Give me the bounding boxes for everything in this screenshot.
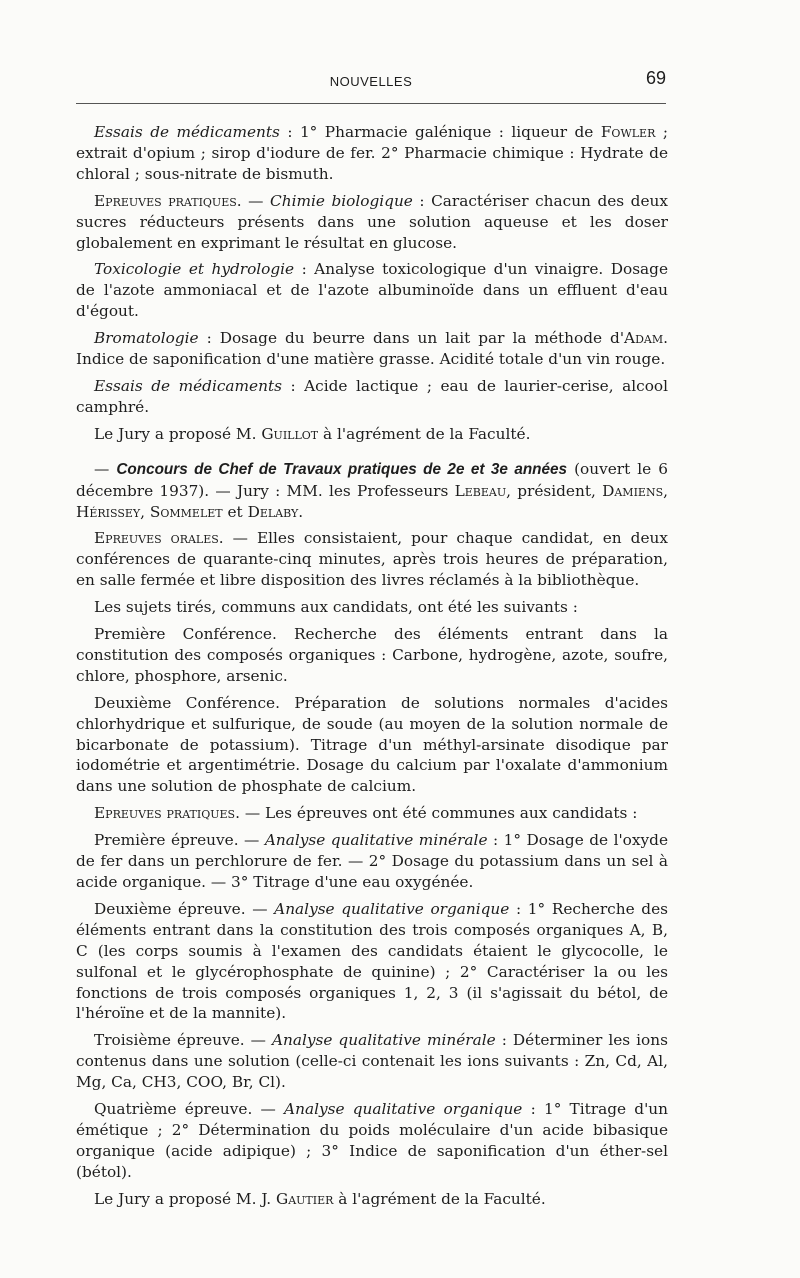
page-number: 69 [645,68,666,88]
text-run: : 1° Dosage de l'oxyde de fer dans un perchlorure de fer. — 2° Dosage du potassium dans un sel à acide organique. — 3° Titrage d'une eau oxygénée. [76,831,668,891]
text-run: Quatrième épreuve. — [94,1100,285,1119]
article-body [76,122,668,1216]
text-run: Essais de médicaments [94,123,280,141]
text-run: : 1° Titrage d'un émétique ; 2° Détermination du poids moléculaire d'un acide bibasique organique (acide adipique) ; 3° Indice de saponification d'un éther-sel (bétol). [76,1100,668,1181]
paragraph [76,693,668,798]
text-run: Damiens [602,481,664,500]
text-run: Epreuves pratiques. [94,191,242,210]
paragraph [76,376,668,418]
text-run: , président, [506,481,603,500]
text-run: Analyse qualitative organique [284,1100,523,1119]
text-run: (ouvert le 6 décembre 1937). — Jury : MM. les Professeurs [76,459,668,500]
text-run: : Analyse toxicologique d'un vinaigre. Dosage de l'azote ammoniacal et de l'azote albuminoïde dans un effluent d'eau d'égout. [76,260,669,321]
text-run: . [298,502,304,521]
text-run: — [241,191,271,210]
text-run: : Acide lactique ; eau de laurier-cerise, alcool camphré. [76,376,669,416]
text-run: — Les épreuves ont été communes aux candidats : [239,804,638,823]
text-run: Epreuves orales. [94,529,224,548]
text-run: — Elles consistaient, pour chaque candidat, en deux conférences de quarante-cinq minutes, après trois heures de préparation, en salle fermée et libre disposition des livres réclamés à la bibliothèque. [76,529,668,590]
paragraph [76,459,668,523]
text-run: , [663,481,668,500]
text-run: Le Jury a proposé M. J. [94,1189,276,1208]
paragraph [76,328,668,370]
text-run: Les sujets tirés, communs aux candidats, ont été les suivants : [94,598,578,617]
paragraph [76,1030,668,1093]
text-run: Concours de Chef de Travaux pratiques de 2e et 3e années [116,460,568,478]
text-run: Fowler [600,123,656,141]
paragraph [76,624,668,687]
text-run: Epreuves pratiques. [94,804,240,823]
header-rule [76,103,666,104]
paragraph [76,1189,668,1210]
text-run: Deuxième épreuve. — [94,899,275,918]
text-run: Le Jury a proposé M. [94,424,262,443]
text-run: Delaby [247,502,299,521]
text-run: Gautier [276,1189,334,1208]
paragraph [76,424,668,445]
text-run: Troisième épreuve. — [94,1031,272,1050]
text-run: — [94,459,117,478]
text-run: ; extrait d'opium ; sirop d'iodure de fer. 2° Pharmacie chimique : Hydrate de chloral ; sous-nitrate de bismuth. [76,123,668,183]
text-run: Adam [624,329,664,348]
paragraph [76,528,668,591]
paragraph [76,122,668,185]
text-run: : Caractériser chacun des deux sucres réducteurs présents dans une solution aqueuse et les doser globalement en exprimant le résultat en glucose. [76,191,668,252]
paragraph [76,899,668,1024]
text-run: Bromatologie [94,329,199,348]
text-run: à l'agrément de la Faculté. [318,424,531,443]
text-run: : Dosage du beurre dans un lait par la méthode d' [198,329,625,348]
text-run: , [140,502,150,521]
text-run: Guillot [261,424,319,443]
text-run: Chimie biologique [270,191,413,210]
text-run: . Indice de saponification d'une matière grasse. Acidité totale d'un vin rouge. [76,329,668,369]
text-run: Lebeau [454,481,507,500]
page-header [76,68,666,98]
text-run: Première Conférence. Recherche des éléments entrant dans la constitution des composés organiques : Carbone, hydrogène, azote, soufre, chlore, phosphore, arsenic. [76,625,668,685]
text-run: : 1° Recherche des éléments entrant dans la constitution des trois composés organiques A, B, C (les corps soumis à l'examen des candidats étaient le glycocolle, le sulfonal et le glycérophosphate de quinine) ; 2° Caractériser la ou les fonctions de trois composés organiques 1, 2, 3 (il s'agissait du bétol, de l'héroïne et de la mannite). [76,899,668,1023]
text-run: Analyse qualitative organique [274,899,510,918]
paragraph [76,1099,668,1183]
text-run: Sommelet [149,502,223,521]
paragraph [76,597,668,618]
text-run: Essais de médicaments [94,376,282,395]
text-run: Deuxième Conférence. Préparation de solutions normales d'acides chlorhydrique et sulfurique, de soude (au moyen de la solution normale de bicarbonate de potassium). Titrage d'un méthyl-arsinate disodique par iodométrie et argentimétrie. Dosage du calcium par l'oxalate d'ammonium dans une solution de phosphate de calcium. [76,693,668,796]
text-run: : Déterminer les ions contenus dans une solution (celle-ci contenait les ions suivants : Zn, Cd, Al, Mg, Ca, CH3, COO, Br, Cl). [76,1031,668,1092]
text-run: Analyse qualitative minérale [271,1031,496,1050]
text-run: et [222,502,248,521]
paragraph [76,191,668,254]
text-run: : 1° Pharmacie galénique : liqueur de [279,123,601,141]
paragraph [76,259,668,322]
text-run: à l'agrément de la Faculté. [333,1189,546,1208]
text-run: Première épreuve. — [94,831,265,850]
paragraph [76,830,668,893]
text-run: Hérissey [76,502,141,521]
text-run: Toxicologie et hydrologie [94,260,295,279]
paragraph [76,803,668,824]
text-run: Analyse qualitative minérale [264,831,488,850]
running-head: NOUVELLES [329,74,413,89]
